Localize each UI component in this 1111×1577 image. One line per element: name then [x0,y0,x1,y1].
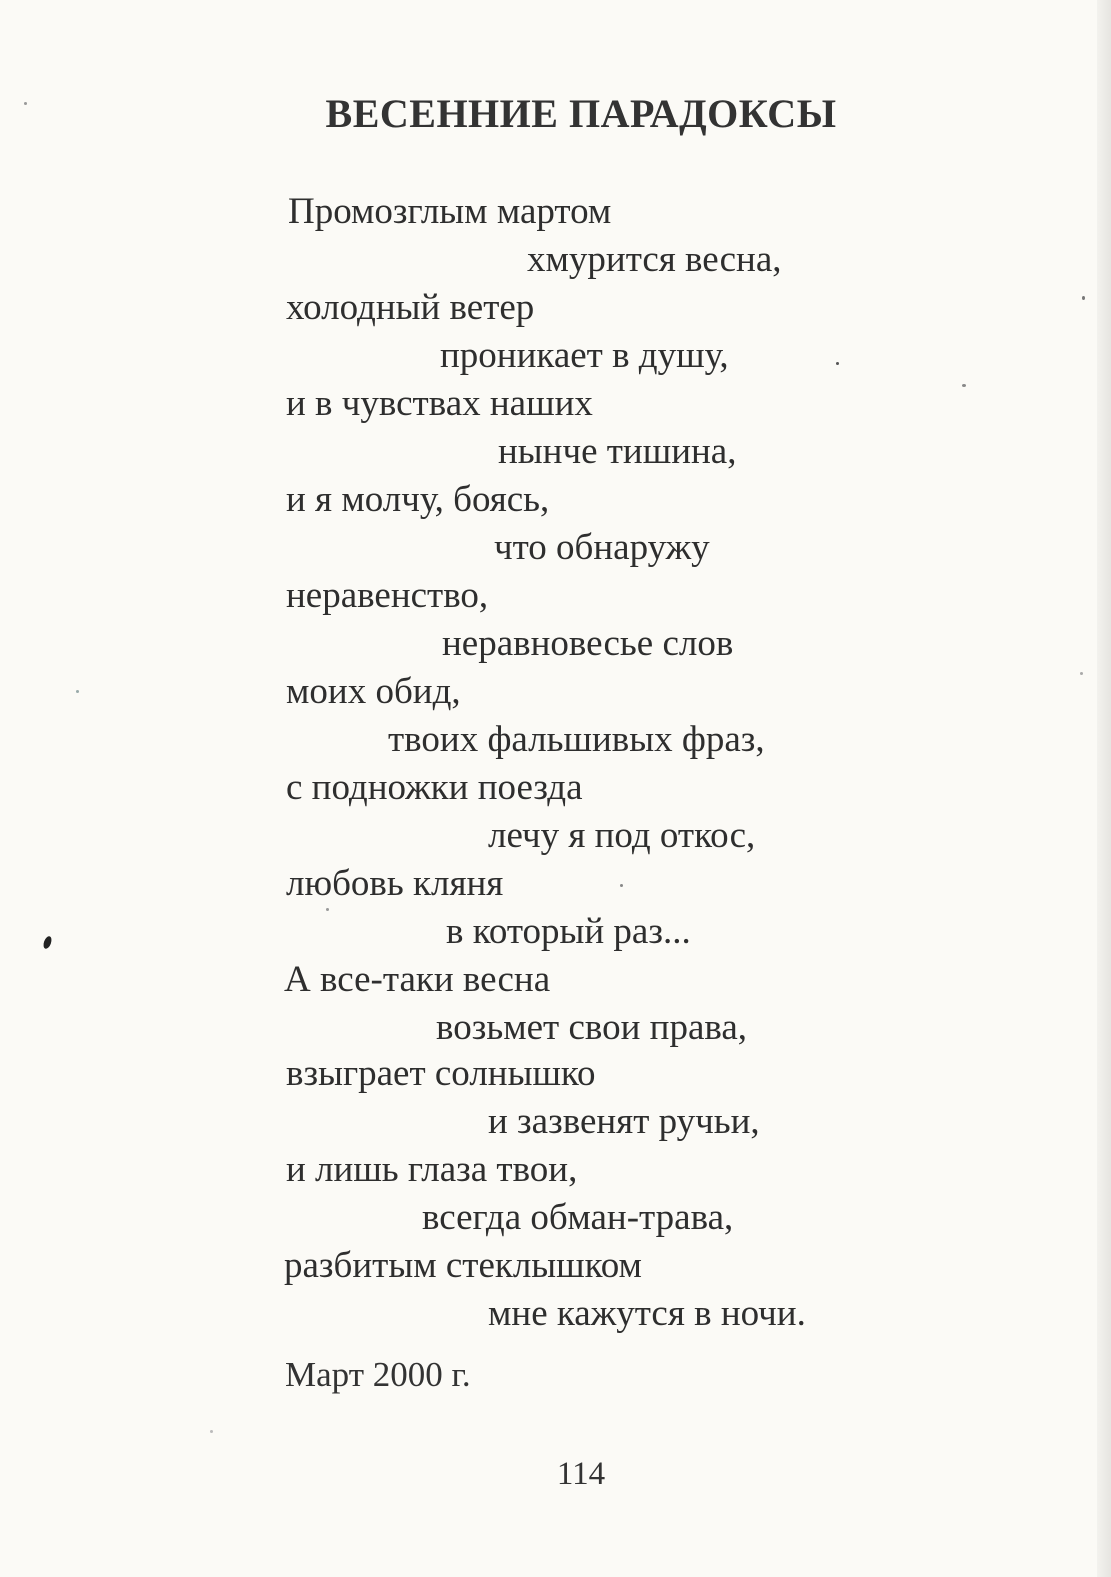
scan-speck [42,935,53,950]
poem-line: Промозглым мартом [288,191,612,232]
scan-speck [836,362,839,365]
poem-line: твоих фальшивых фраз, [388,719,765,760]
scan-speck [1080,672,1083,675]
scan-speck [620,884,623,887]
poem-line: и лишь глаза твои, [286,1149,578,1190]
scan-speck [76,690,79,693]
poem-line: моих обид, [286,671,461,712]
poem-line: разбитым стеклышком [284,1245,642,1286]
poem-line: и в чувствах наших [286,383,593,424]
scan-speck [210,1430,213,1433]
poem-line: нынче тишина, [498,431,737,472]
poem-line: и зазвенят ручьи, [488,1101,760,1142]
page-edge [1097,0,1111,1577]
poem-line: возьмет свои права, [436,1007,748,1048]
poem-line: неравенство, [286,575,489,616]
scan-speck [962,384,966,387]
poem-line: любовь кляня [286,863,504,904]
poem-date: Март 2000 г. [285,1355,471,1394]
poem-line: что обнаружу [494,527,710,568]
poem-line: и я молчу, боясь, [286,479,550,520]
poem-line: взыграет солнышко [286,1053,596,1094]
poem-line: лечу я под откос, [488,815,756,856]
poem-line: с подножки поезда [286,767,583,808]
scan-speck [1082,296,1085,300]
poem-line: холодный ветер [286,287,535,328]
poem-line: А все-таки весна [284,959,551,1000]
poem-line: проникает в душу, [440,335,729,376]
poem-line: неравновесье слов [442,623,734,664]
poem-line: в который раз... [446,911,691,952]
poem-title: ВЕСЕННИЕ ПАРАДОКСЫ [325,91,837,136]
poem-line: всегда обман-трава, [422,1197,734,1238]
scan-speck [24,102,27,105]
poem-line: хмурится весна, [527,239,782,280]
page-number: 114 [556,1456,606,1492]
scan-speck [326,908,329,911]
poem-line: мне кажутся в ночи. [488,1293,806,1334]
